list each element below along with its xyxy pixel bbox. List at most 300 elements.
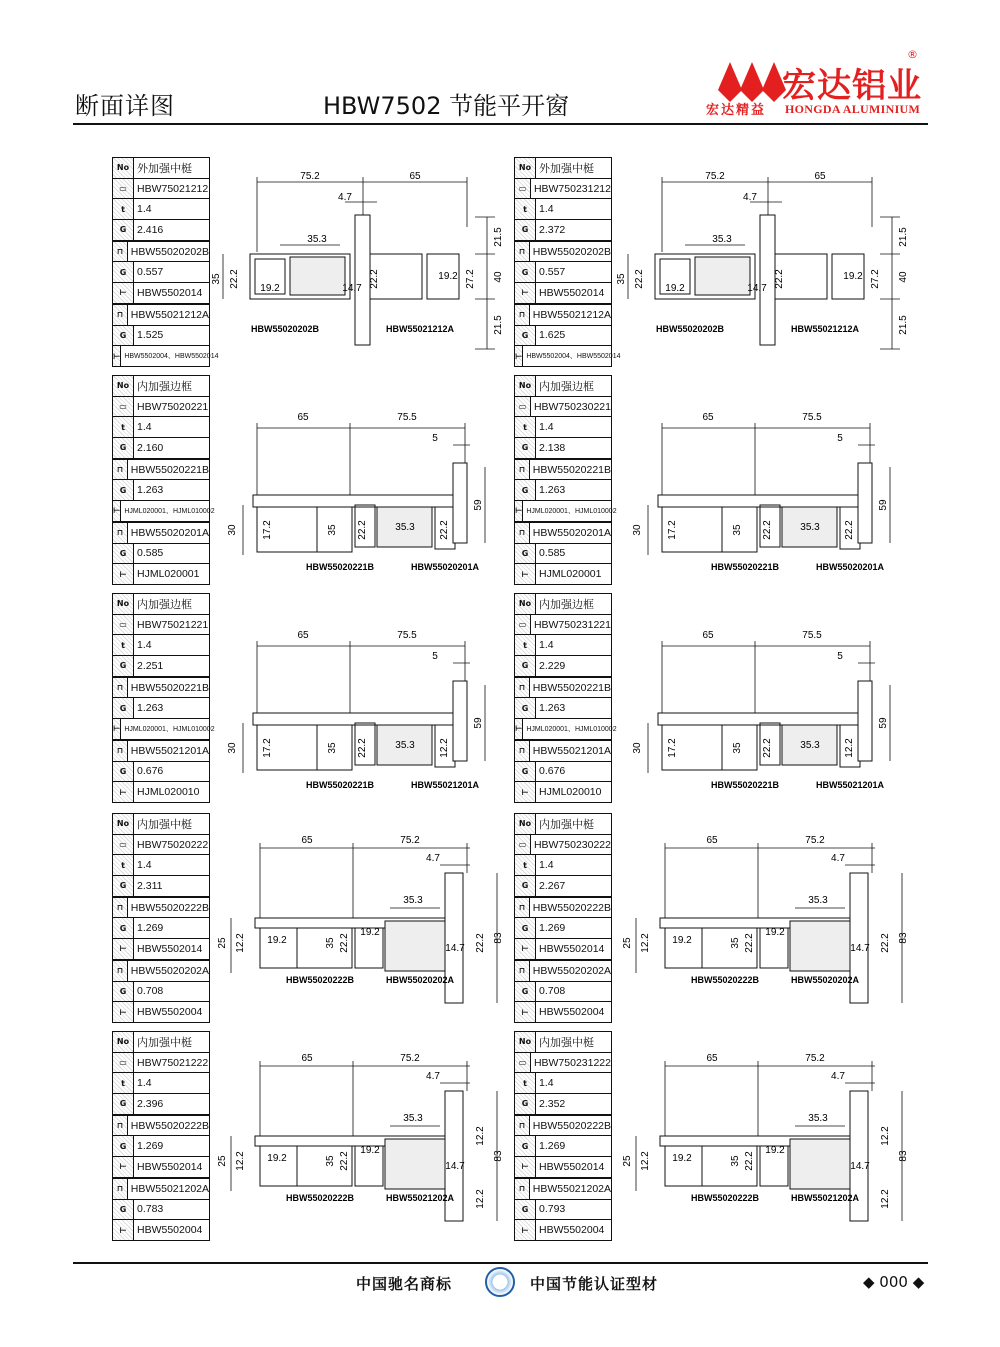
spec-value: HJML020001、HJML010002 xyxy=(526,725,617,733)
dimension-label: 19.2 xyxy=(267,935,287,946)
dimension-label: 14.7 xyxy=(747,283,767,294)
spec-value: 0.585 xyxy=(137,547,164,560)
spec-row xyxy=(515,346,621,366)
dimension-label: 22.2 xyxy=(774,269,785,289)
weight-icon: G xyxy=(515,1200,536,1220)
spec-value: 1.263 xyxy=(539,484,566,497)
section-title: 断面详图 xyxy=(75,92,175,120)
page-number: ◆ 000 ◆ xyxy=(863,1273,925,1291)
weight-icon: G xyxy=(515,220,536,240)
spec-row xyxy=(515,1157,611,1179)
weight-icon: G xyxy=(515,480,536,500)
dimension-label: 14.7 xyxy=(445,1161,465,1172)
spec-row xyxy=(113,615,209,636)
weight-icon: G xyxy=(113,1136,134,1156)
weight-icon: G xyxy=(113,544,134,564)
profile-code-label: HBW55020222B xyxy=(285,1193,355,1203)
spec-value: HBW750231221 xyxy=(533,618,611,631)
spec-value: HBW75021221 xyxy=(137,618,209,631)
section-drawing xyxy=(205,593,505,807)
dimension-label: 19.2 xyxy=(360,927,380,938)
dimension-label: 75.2 xyxy=(805,835,825,846)
dimension-label: 4.7 xyxy=(831,1071,845,1082)
dimension-label: 27.2 xyxy=(465,269,476,289)
dimension-label: 17.2 xyxy=(262,520,273,540)
certification-seal-icon xyxy=(485,1267,515,1297)
dimension-label: 5 xyxy=(837,433,843,444)
sash-profile-icon: ⊓ xyxy=(515,1179,530,1199)
spec-value: 0.676 xyxy=(137,765,164,778)
spec-value: 外加强中梃 xyxy=(137,162,192,175)
weight-icon: G xyxy=(515,326,536,346)
dimension-label: 75.5 xyxy=(802,412,822,423)
no-icon: No xyxy=(113,814,134,834)
profile-code-label: HBW55020221B xyxy=(710,780,780,790)
weight-icon: G xyxy=(113,876,134,896)
dimension-label: 5 xyxy=(432,433,438,444)
glazing-bead-icon: ⊢ xyxy=(113,782,134,802)
footer-divider xyxy=(73,1262,928,1264)
glazing-bead-icon: ⊢ xyxy=(515,501,523,521)
dimension-label: 25 xyxy=(217,937,228,949)
dimension-label: 83 xyxy=(898,1150,909,1162)
spec-row xyxy=(113,376,209,397)
spec-value: 1.525 xyxy=(137,329,164,342)
spec-row xyxy=(515,262,611,283)
spec-card xyxy=(514,813,612,1023)
spec-value: HBW5502014 xyxy=(137,942,203,955)
spec-value: HBW55020201A xyxy=(532,526,611,539)
spec-row xyxy=(113,1032,209,1053)
dimension-label: 22.2 xyxy=(229,269,240,289)
dimension-label: 19.2 xyxy=(665,283,685,294)
spec-row xyxy=(515,939,611,961)
spec-row xyxy=(113,1179,209,1200)
spec-value: 内加强边框 xyxy=(539,380,594,393)
profile-code-label: HBW55020221B xyxy=(305,562,375,572)
spec-row xyxy=(515,1073,611,1094)
dimension-label: 35.3 xyxy=(403,895,423,906)
weight-icon: G xyxy=(515,762,536,782)
spec-value: HJML020010 xyxy=(539,786,602,799)
no-icon: No xyxy=(515,814,536,834)
spec-value: HBW55020221B xyxy=(532,681,611,694)
product-title: HBW7502 节能平开窗 xyxy=(323,92,570,120)
dimension-label: 22.2 xyxy=(439,520,450,540)
profile-code-label: HBW55020222B xyxy=(690,1193,760,1203)
dimension-label: 17.2 xyxy=(667,520,678,540)
weight-icon: G xyxy=(113,656,134,676)
dimension-label: 65 xyxy=(702,630,714,641)
header-divider xyxy=(73,123,928,125)
dimension-label: 19.2 xyxy=(672,1153,692,1164)
no-icon: No xyxy=(113,1032,134,1052)
spec-row xyxy=(515,158,611,179)
dimension-label: 4.7 xyxy=(831,853,845,864)
profile-code-label: HBW55020202B xyxy=(655,324,725,334)
spec-row xyxy=(113,1157,209,1179)
dimension-label: 22.2 xyxy=(744,1151,755,1171)
dimension-label: 21.5 xyxy=(898,227,909,247)
spec-value: 内加强中梃 xyxy=(539,1036,594,1049)
spec-value: HBW55021202A xyxy=(532,1182,611,1195)
dimension-label: 21.5 xyxy=(898,315,909,335)
glazing-bead-icon: ⊢ xyxy=(113,564,134,584)
spec-row xyxy=(515,656,611,678)
dimension-label: 65 xyxy=(706,1053,718,1064)
spec-value: 2.251 xyxy=(137,659,164,672)
profile-icon: ▭ xyxy=(515,1053,531,1073)
spec-value: 1.4 xyxy=(137,203,152,216)
spec-row xyxy=(515,719,617,741)
dimension-label: 65 xyxy=(409,171,421,182)
spec-value: HBW5502014 xyxy=(137,1160,203,1173)
dimension-label: 35.3 xyxy=(800,740,820,751)
profile-code-label: HBW55020221B xyxy=(710,562,780,572)
spec-value: 2.267 xyxy=(539,879,566,892)
spec-card xyxy=(514,157,621,367)
glazing-bead-icon: ⊢ xyxy=(113,719,121,739)
profile-icon: ▭ xyxy=(113,835,134,855)
spec-row xyxy=(515,1179,611,1200)
dimension-label: 12.2 xyxy=(235,933,246,953)
thickness-icon: t xyxy=(515,417,536,437)
spec-value: 1.4 xyxy=(539,421,554,434)
glazing-bead-icon: ⊢ xyxy=(515,719,523,739)
spec-value: 内加强边框 xyxy=(137,598,192,611)
dimension-label: 12.2 xyxy=(880,1126,891,1146)
profile-code-label: HBW55021212A xyxy=(790,324,860,334)
glazing-bead-icon: ⊢ xyxy=(515,564,536,584)
dimension-label: 22.2 xyxy=(339,1151,350,1171)
dimension-label: 25 xyxy=(622,1155,633,1167)
sash-profile-icon: ⊓ xyxy=(113,1116,128,1136)
no-icon: No xyxy=(113,158,134,178)
spec-row xyxy=(515,1002,611,1022)
spec-value: 外加强中梃 xyxy=(539,162,594,175)
spec-value: HJML020001、HJML010002 xyxy=(526,507,617,515)
spec-value: 内加强中梃 xyxy=(539,818,594,831)
dimension-label: 17.2 xyxy=(262,738,273,758)
spec-value: HBW55021201A xyxy=(130,744,209,757)
spec-row xyxy=(113,326,209,347)
spec-row xyxy=(113,698,209,719)
spec-value: HBW55020221B xyxy=(130,681,209,694)
dimension-label: 27.2 xyxy=(870,269,881,289)
dimension-label: 59 xyxy=(473,717,484,729)
dimension-label: 5 xyxy=(432,651,438,662)
glazing-bead-icon: ⊢ xyxy=(515,1002,536,1022)
dimension-label: 65 xyxy=(814,171,826,182)
spec-row xyxy=(515,283,611,305)
spec-row xyxy=(515,814,611,835)
sash-profile-icon: ⊓ xyxy=(113,523,128,543)
spec-value: HJML020001、HJML010002 xyxy=(124,507,215,515)
dimension-label: 22.2 xyxy=(844,520,855,540)
spec-value: 1.263 xyxy=(539,702,566,715)
dimension-label: 22.2 xyxy=(357,738,368,758)
spec-row xyxy=(113,346,219,366)
spec-card xyxy=(112,593,215,803)
spec-row xyxy=(515,523,611,544)
spec-value: HBW75021212 xyxy=(137,182,209,195)
spec-value: 2.311 xyxy=(137,879,163,892)
dimension-label: 19.2 xyxy=(438,271,458,282)
dimension-label: 83 xyxy=(898,932,909,944)
profile-code-label: HBW55020202A xyxy=(385,975,455,985)
footer-certification: 中国节能认证型材 xyxy=(530,1275,659,1293)
dimension-label: 35.3 xyxy=(712,234,732,245)
spec-row xyxy=(515,1136,611,1157)
glazing-bead-icon: ⊢ xyxy=(113,939,134,959)
dimension-label: 35 xyxy=(327,742,338,754)
dimension-label: 19.2 xyxy=(765,1145,785,1156)
no-icon: No xyxy=(515,594,536,614)
spec-row xyxy=(113,1136,209,1157)
spec-row xyxy=(113,283,209,305)
weight-icon: G xyxy=(515,1094,536,1114)
dimension-label: 30 xyxy=(227,524,238,536)
glazing-bead-icon: ⊢ xyxy=(113,1220,134,1240)
spec-row xyxy=(515,615,611,636)
dimension-label: 22.2 xyxy=(369,269,380,289)
dimension-label: 59 xyxy=(878,499,889,511)
spec-row xyxy=(113,961,209,982)
spec-row xyxy=(113,544,209,565)
spec-value: HBW5502014 xyxy=(539,286,605,299)
dimension-label: 59 xyxy=(473,499,484,511)
dimension-label: 12.2 xyxy=(640,1151,651,1171)
spec-row xyxy=(113,480,209,501)
spec-value: HBW55021212A xyxy=(130,308,209,321)
spec-value: HBW55020222B xyxy=(130,1119,209,1132)
spec-row xyxy=(113,179,209,200)
spec-card xyxy=(514,375,617,585)
section-drawing xyxy=(606,375,906,589)
profile-icon: ▭ xyxy=(113,615,134,635)
dimension-label: 21.5 xyxy=(493,227,504,247)
spec-value: 0.708 xyxy=(539,985,566,998)
dimension-label: 22.2 xyxy=(880,933,891,953)
spec-row xyxy=(515,460,611,481)
spec-row xyxy=(515,1116,611,1137)
glazing-bead-icon: ⊢ xyxy=(113,1002,134,1022)
dimension-label: 65 xyxy=(301,1053,313,1064)
dimension-label: 35 xyxy=(732,742,743,754)
dimension-label: 4.7 xyxy=(743,192,757,203)
dimension-label: 35 xyxy=(616,273,627,285)
dimension-label: 30 xyxy=(227,742,238,754)
spec-row xyxy=(515,762,611,783)
spec-value: 0.708 xyxy=(137,985,164,998)
weight-icon: G xyxy=(113,698,134,718)
profile-icon: ▭ xyxy=(113,1053,134,1073)
spec-row xyxy=(113,158,209,179)
dimension-label: 14.7 xyxy=(850,943,870,954)
weight-icon: G xyxy=(515,918,536,938)
sash-profile-icon: ⊓ xyxy=(113,460,128,480)
dimension-label: 5 xyxy=(837,651,843,662)
spec-value: HBW5502014 xyxy=(539,942,605,955)
spec-value: HJML020001 xyxy=(539,568,602,581)
brand-name-cn: 宏达铝业 xyxy=(782,66,922,106)
spec-value: 1.263 xyxy=(137,702,164,715)
spec-row xyxy=(113,782,209,802)
spec-value: 1.269 xyxy=(137,922,164,935)
spec-row xyxy=(113,1116,209,1137)
dimension-label: 35.3 xyxy=(403,1113,423,1124)
spec-row xyxy=(113,262,209,283)
dimension-label: 14.7 xyxy=(342,283,362,294)
spec-row xyxy=(515,876,611,898)
sash-profile-icon: ⊓ xyxy=(515,460,530,480)
spec-card xyxy=(112,375,215,585)
profile-code-label: HBW55021202A xyxy=(385,1193,455,1203)
dimension-label: 83 xyxy=(493,932,504,944)
dimension-label: 83 xyxy=(493,1150,504,1162)
spec-row xyxy=(113,678,209,699)
weight-icon: G xyxy=(515,876,536,896)
spec-value: HBW55020202A xyxy=(532,964,611,977)
glazing-bead-icon: ⊢ xyxy=(515,939,536,959)
sash-profile-icon: ⊓ xyxy=(113,242,128,262)
spec-row xyxy=(515,326,611,347)
spec-row xyxy=(113,762,209,783)
footer-trademark: 中国驰名商标 xyxy=(356,1275,453,1293)
spec-row xyxy=(113,501,215,523)
spec-value: 1.4 xyxy=(539,859,554,872)
spec-value: 1.625 xyxy=(539,329,566,342)
spec-row xyxy=(113,305,209,326)
spec-row xyxy=(515,982,611,1003)
glazing-bead-icon: ⊢ xyxy=(515,1220,536,1240)
dimension-label: 35 xyxy=(730,937,741,949)
dimension-label: 40 xyxy=(898,271,909,283)
spec-row xyxy=(113,982,209,1003)
spec-value: HBW75021222 xyxy=(137,1056,209,1069)
spec-row xyxy=(515,376,611,397)
spec-row xyxy=(515,501,617,523)
sash-profile-icon: ⊓ xyxy=(515,242,530,262)
spec-row xyxy=(515,782,611,802)
spec-row xyxy=(515,179,611,200)
spec-value: HBW750231212 xyxy=(533,182,611,195)
spec-row xyxy=(113,1073,209,1094)
spec-value: HBW55020221B xyxy=(532,463,611,476)
dimension-label: 22.2 xyxy=(339,933,350,953)
sash-profile-icon: ⊓ xyxy=(113,961,128,981)
spec-row xyxy=(515,564,611,584)
spec-value: HBW75020222 xyxy=(137,838,209,851)
spec-value: 1.269 xyxy=(539,922,566,935)
dimension-label: 35.3 xyxy=(307,234,327,245)
profile-code-label: HBW55020222B xyxy=(285,975,355,985)
profile-icon: ▭ xyxy=(113,179,134,199)
spec-row xyxy=(113,220,209,242)
profile-code-label: HBW55020221B xyxy=(305,780,375,790)
dimension-label: 35 xyxy=(211,273,222,285)
dimension-label: 12.2 xyxy=(880,1189,891,1209)
dimension-label: 14.7 xyxy=(445,943,465,954)
dimension-label: 12.2 xyxy=(439,738,450,758)
dimension-label: 35.3 xyxy=(395,522,415,533)
spec-row xyxy=(515,741,611,762)
profile-icon: ▭ xyxy=(515,397,531,417)
weight-icon: G xyxy=(515,698,536,718)
spec-row xyxy=(113,417,209,438)
spec-card xyxy=(112,1031,210,1241)
sash-profile-icon: ⊓ xyxy=(113,741,128,761)
sash-profile-icon: ⊓ xyxy=(515,741,530,761)
spec-row xyxy=(515,635,611,656)
spec-value: 内加强中梃 xyxy=(137,818,192,831)
dimension-label: 35 xyxy=(732,524,743,536)
profile-icon: ▭ xyxy=(113,397,134,417)
profile-code-label: HBW55020202A xyxy=(790,975,860,985)
dimension-label: 22.2 xyxy=(762,520,773,540)
profile-code-label: HBW55020201A xyxy=(815,562,885,572)
spec-row xyxy=(113,594,209,615)
dimension-label: 22.2 xyxy=(634,269,645,289)
spec-row xyxy=(515,480,611,501)
section-drawing xyxy=(606,1031,909,1245)
spec-row xyxy=(113,564,209,584)
section-drawing xyxy=(205,375,505,589)
sash-profile-icon: ⊓ xyxy=(515,678,530,698)
dimension-label: 35.3 xyxy=(800,522,820,533)
spec-row xyxy=(515,835,611,856)
glazing-bead-icon: ⊢ xyxy=(515,346,523,366)
spec-row xyxy=(113,918,209,939)
dimension-label: 35.3 xyxy=(808,1113,828,1124)
spec-value: 0.557 xyxy=(539,266,566,279)
spec-value: HBW750230222 xyxy=(533,838,611,851)
profile-code-label: HBW55020222B xyxy=(690,975,760,985)
spec-row xyxy=(515,678,611,699)
dimension-label: 35.3 xyxy=(808,895,828,906)
no-icon: No xyxy=(515,1032,536,1052)
weight-icon: G xyxy=(113,918,134,938)
spec-value: 0.585 xyxy=(539,547,566,560)
spec-row xyxy=(515,305,611,326)
spec-row xyxy=(515,855,611,876)
profile-code-label: HBW55021202A xyxy=(790,1193,860,1203)
spec-value: 1.269 xyxy=(539,1140,566,1153)
spec-value: 内加强边框 xyxy=(137,380,192,393)
spec-row xyxy=(113,939,209,961)
profile-code-label: HBW55021201A xyxy=(815,780,885,790)
weight-icon: G xyxy=(113,480,134,500)
profile-icon: ▭ xyxy=(515,835,531,855)
dimension-label: 4.7 xyxy=(426,1071,440,1082)
sash-profile-icon: ⊓ xyxy=(515,1116,530,1136)
thickness-icon: t xyxy=(113,855,134,875)
spec-value: HBW55020202A xyxy=(130,964,209,977)
spec-row xyxy=(113,855,209,876)
dimension-label: 35 xyxy=(327,524,338,536)
dimension-label: 75.2 xyxy=(300,171,320,182)
spec-value: 1.4 xyxy=(137,859,152,872)
profile-code-label: HBW55021212A xyxy=(385,324,455,334)
weight-icon: G xyxy=(515,262,536,282)
spec-value: HBW55020202B xyxy=(130,245,209,258)
spec-value: HJML020001、HJML010002 xyxy=(124,725,215,733)
glazing-bead-icon: ⊢ xyxy=(113,283,134,303)
spec-value: HBW5502004 xyxy=(137,1006,203,1019)
spec-value: HBW55021202A xyxy=(130,1182,209,1195)
dimension-label: 19.2 xyxy=(360,1145,380,1156)
spec-row xyxy=(113,719,215,741)
